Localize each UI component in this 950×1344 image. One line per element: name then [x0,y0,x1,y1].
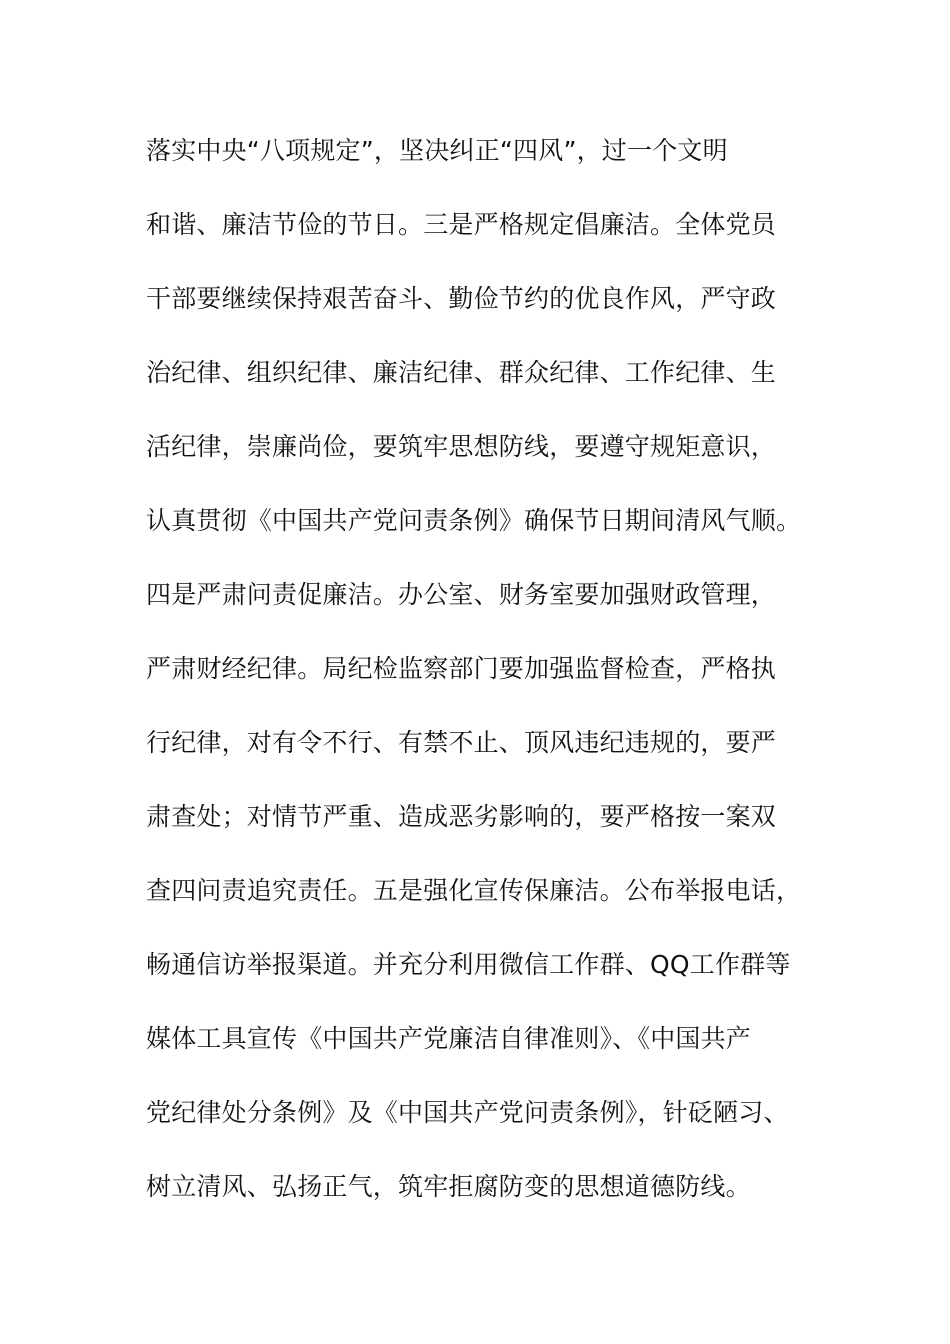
text-line: 认真贯彻《中国共产党问责条例》确保节日期间清风气顺。 [146,506,802,535]
text-line: 行纪律，对有令不行、有禁不止、顶风违纪违规的，要严 [146,728,777,757]
text-line: 查四问责追究责任。五是强化宣传保廉洁。公布举报电话， [146,876,802,905]
body-text [146,126,806,1236]
text-line: 落实中央“八项规定”，坚决纠正“四风”，过一个文明 [146,136,728,165]
text-line: 党纪律处分条例》及《中国共产党问责条例》，针砭陋习、 [146,1098,789,1127]
text-line: 和谐、廉洁节俭的节日。三是严格规定倡廉洁。全体党员 [146,210,777,239]
text-line: 活纪律，崇廉尚俭，要筑牢思想防线，要遵守规矩意识， [146,432,777,461]
text-line: 治纪律、组织纪律、廉洁纪律、群众纪律、工作纪律、生 [146,358,777,387]
text-line: 四是严肃问责促廉洁。办公室、财务室要加强财政管理， [146,580,777,609]
text-line: 树立清风、弘扬正气，筑牢拒腐防变的思想道德防线。 [146,1172,751,1201]
text-line: 肃查处；对情节严重、造成恶劣影响的，要严格按一案双 [146,802,777,831]
text-line: 干部要继续保持艰苦奋斗、勤俭节约的优良作风，严守政 [146,284,777,313]
text-line: 畅通信访举报渠道。并充分利用微信工作群、QQ工作群等 [146,950,791,979]
text-line: 严肃财经纪律。局纪检监察部门要加强监督检查，严格执 [146,654,777,683]
text-line: 媒体工具宣传《中国共产党廉洁自律准则》、《中国共产 [146,1024,752,1053]
